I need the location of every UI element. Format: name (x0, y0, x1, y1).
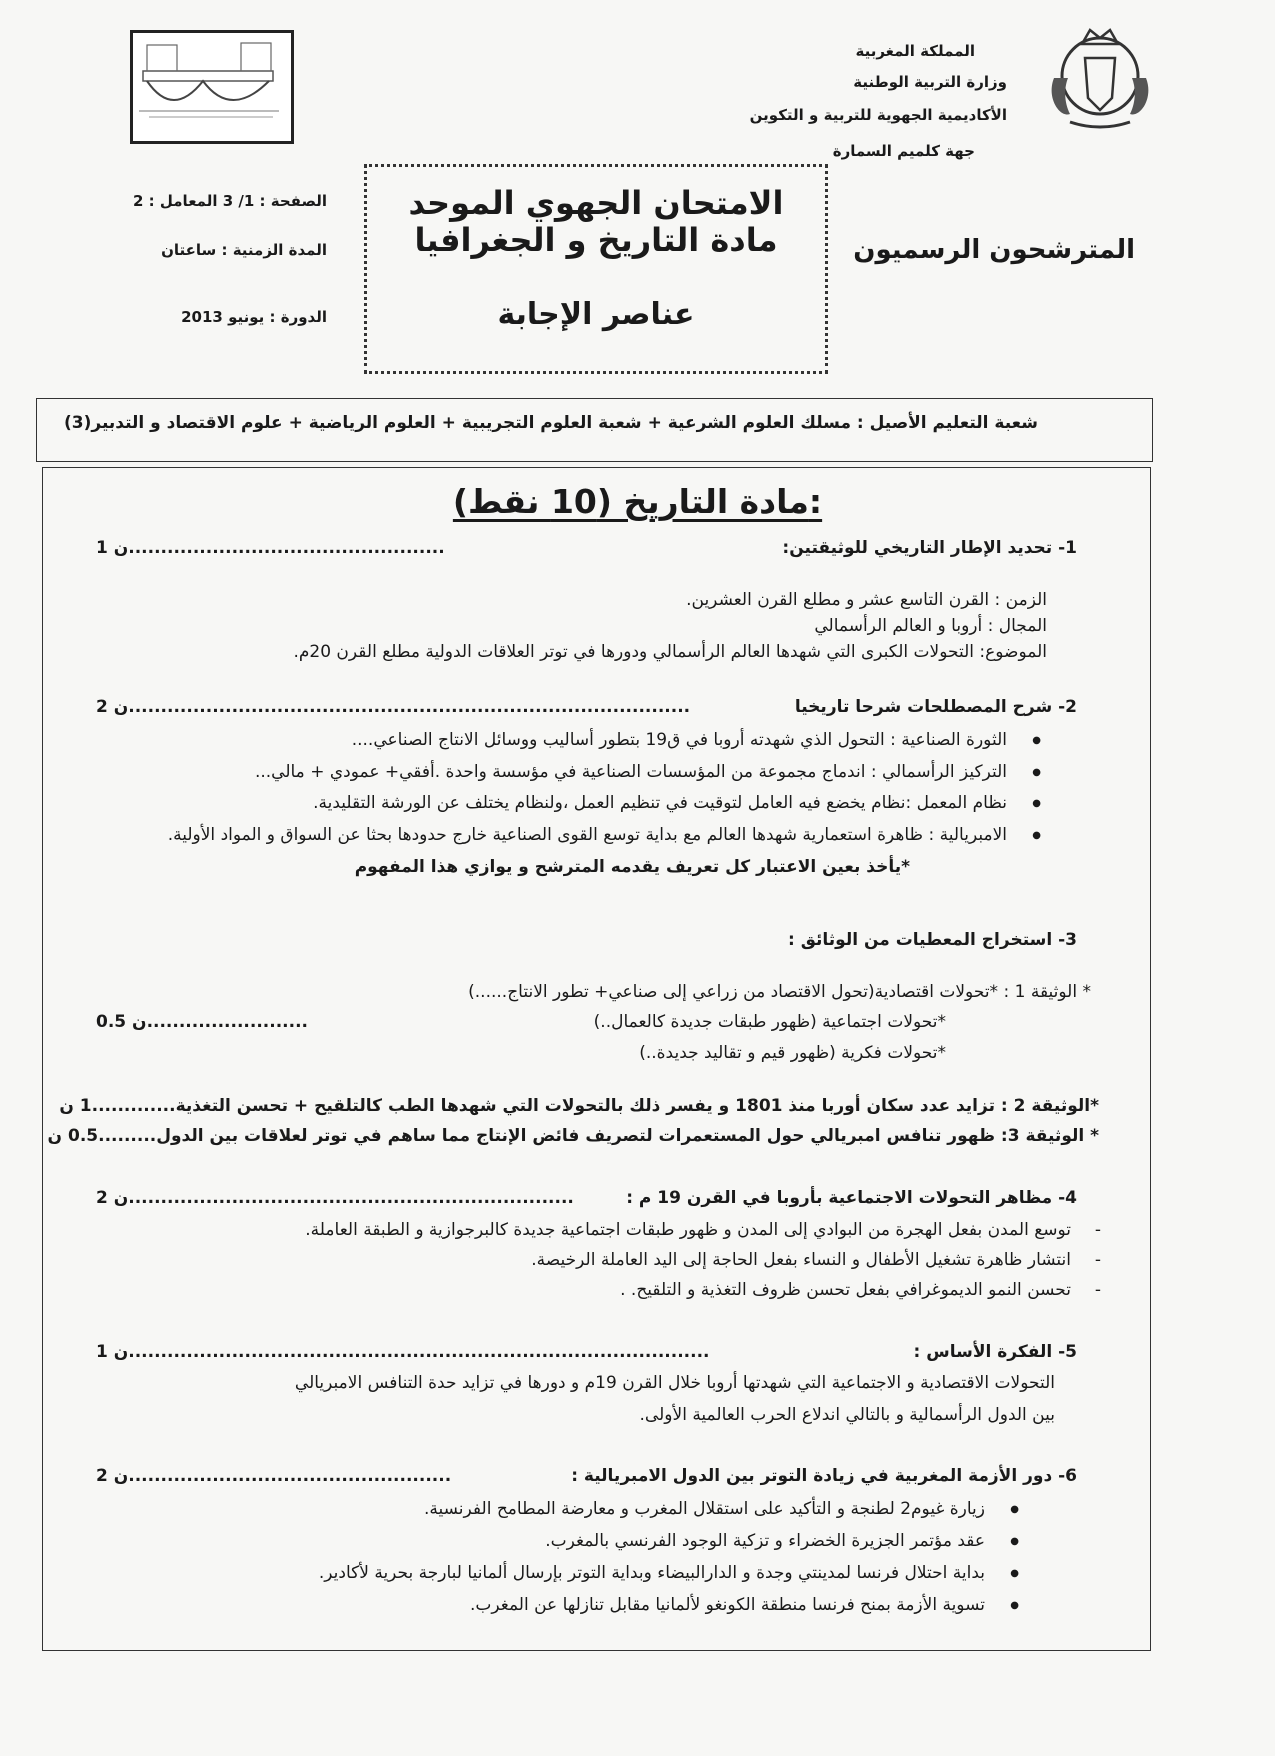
q3-doc3: * الوثيقة 3: ظهور تنافس امبريالي حول المستعمرات لتصريف فائض الإنتاج مما ساهم في توتر لعلاقات بين الدول.........0.5 ن (47, 1126, 1099, 1146)
q6-item-congo-settlement: ● تسوية الأزمة بمنح فرنسا منطقة الكونغو لألمانيا مقابل تنازلها عن المغرب. (470, 1595, 985, 1615)
institution-country: المملكة المغربية (855, 42, 975, 60)
q4-item-urbanization: - توسع المدن بفعل الهجرة من البوادي إلى المدن و ظهور طبقات اجتماعية جديدة كالبرجوازية و الطبقة العاملة. (305, 1220, 1071, 1240)
candidates-label: المترشحون الرسميون (853, 235, 1135, 265)
stream-text: شعبة التعليم الأصيل : مسلك العلوم الشرعية + شعبة العلوم التجريبية + العلوم الرياضية + علوم الاقتصاد و التدبير(3) (64, 413, 1038, 433)
q2-term-capital-concentration: ● التركيز الرأسمالي : اندماج مجموعة من المؤسسات الصناعية في مؤسسة واحدة .أفقي+ عمودي + مالي... (255, 762, 1007, 782)
q4-heading: 4- مظاهر التحولات الاجتماعية بأروبا في القرن 19 م : (626, 1188, 1077, 1208)
coat-of-arms-emblem (1040, 18, 1160, 136)
q3-doc2: *الوثيقة 2 : تزايد عدد سكان أوربا منذ 1801 و يفسر ذلك بالتحولات التي شهدها الطب كالتلقيح + تحسن التغذية.............1 ن (59, 1096, 1099, 1116)
q5-line1: التحولات الاقتصادية و الاجتماعية التي شهدتها أروبا خلال القرن 19م و دورها في تزايد حدة التنافس الامبريالي (294, 1373, 1055, 1393)
q6-heading: 6- دور الأزمة المغربية في زيادة التوتر بين الدول الامبريالية : (571, 1466, 1077, 1486)
exam-title-box (364, 164, 828, 374)
exam-answers-heading: عناصر الإجابة (497, 296, 695, 332)
institution-academy: الأكاديمية الجهوية للتربية و التكوين (749, 106, 1007, 124)
q4-item-demography: - تحسن النمو الديموغرافي بفعل تحسن ظروف التغذية و التلقيح. . (620, 1280, 1071, 1300)
q6-points: 2 ن.................................................. (96, 1466, 452, 1486)
q1-heading: 1- تحديد الإطار التاريخي للوثيقتين: (782, 538, 1077, 558)
q3-doc1-line3: *تحولات فكرية (ظهور قيم و تقاليد جديدة..) (639, 1043, 946, 1063)
q1-topic: الموضوع: التحولات الكبرى التي شهدها العالم الرأسمالي ودورها في توتر العلاقات الدولية مطلع القرن 20م. (293, 642, 1047, 662)
academy-bridge-logo (130, 30, 294, 144)
q2-term-factory-system: ● نظام المعمل :نظام يخضع فيه العامل لتوقيت في تنظيم العمل ،ولنظام يختلف عن الورشة التقليدية. (313, 793, 1007, 813)
q3-doc1-points: 0.5 ن......................... (96, 1012, 309, 1032)
meta-duration: المدة الزمنية : ساعتان (161, 241, 327, 259)
q1-points: 1 ن................................................. (96, 538, 445, 558)
q2-note: *يأخذ بعين الاعتبار كل تعريف يقدمه المترشح و يوازي هذا المفهوم (354, 857, 910, 877)
stream-box (36, 398, 1153, 462)
history-title-text: مادة التاريخ (10 نقط): (452, 482, 823, 521)
institution-region: جهة كلميم السمارة (832, 142, 975, 160)
q6-item-occupation-agadir: ● بداية احتلال فرنسا لمدينتي وجدة و الدارالبيضاء وبداية التوتر بإرسال ألمانيا لبارجة بحرية لأكادير. (319, 1563, 985, 1583)
q3-doc1-line1: * الوثيقة 1 : *تحولات اقتصادية(تحول الاقتصاد من زراعي إلى صناعي+ تطور الانتاج......) (468, 982, 1091, 1002)
q1-space: المجال : أروبا و العالم الرأسمالي (814, 616, 1047, 636)
q2-term-industrial-revolution: ● الثورة الصناعية : التحول الذي شهدته أروبا في ق19 بتطور أساليب ووسائل الانتاج الصناعي.... (352, 730, 1007, 750)
q4-points: 2 ن..................................................................... (96, 1188, 574, 1208)
q2-heading: 2- شرح المصطلحات شرحا تاريخيا (794, 697, 1077, 717)
q5-points: 1 ن.......................................................................................... (96, 1342, 710, 1362)
q3-heading: 3- استخراج المعطيات من الوثائق : (787, 930, 1077, 950)
q1-time: الزمن : القرن التاسع عشر و مطلع القرن العشرين. (686, 590, 1047, 610)
q2-term-imperialism: ● الامبريالية : ظاهرة استعمارية شهدها العالم مع بداية توسع القوى الصناعية خارج حدودها بحثا عن السواق و المواد الأولية. (168, 825, 1007, 845)
q3-doc1-line2: *تحولات اجتماعية (ظهور طبقات جديدة كالعمال..) (593, 1012, 946, 1032)
history-section-title (0, 482, 1275, 521)
exam-subject: مادة التاريخ و الجغرافيا (414, 220, 778, 259)
q6-item-algeciras: ● عقد مؤتمر الجزيرة الخضراء و تزكية الوجود الفرنسي بالمغرب. (545, 1531, 985, 1551)
q5-line2: بين الدول الرأسمالية و بالتالي اندلاع الحرب العالمية الأولى. (639, 1405, 1055, 1425)
meta-session: الدورة : يونيو 2013 (181, 308, 327, 326)
meta-page-coefficient: الصفحة : 1/ 3 المعامل : 2 (133, 192, 327, 210)
q4-item-child-labor: - انتشار ظاهرة تشغيل الأطفال و النساء بفعل الحاجة إلى اليد العاملة الرخيصة. (531, 1250, 1071, 1270)
q5-heading: 5- الفكرة الأساس : (913, 1342, 1077, 1362)
institution-ministry: وزارة التربية الوطنية (853, 73, 1007, 91)
q6-item-kaiser-visit: ● زيارة غيوم2 لطنجة و التأكيد على استقلال المغرب و معارضة المطامح الفرنسية. (424, 1499, 985, 1519)
q2-points: 2 ن....................................................................................... (96, 697, 691, 717)
exam-title: الامتحان الجهوي الموحد (408, 184, 784, 222)
